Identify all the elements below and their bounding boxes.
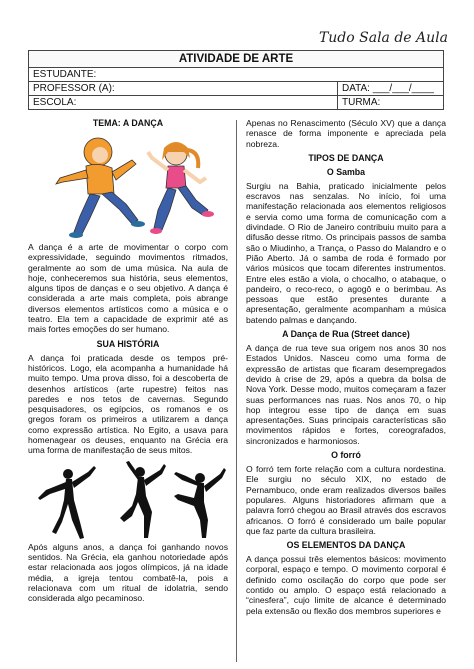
subheading-forro: O forró xyxy=(331,450,361,461)
header-form xyxy=(28,50,444,110)
column-divider xyxy=(236,120,237,662)
paragraph-history-2: Após alguns anos, a dança foi ganhando novos sentidos. Na Grécia, ela ganhou notoriedade após estar relacionada aos jogos olímpicos, já na idade média, a igreja tentou combatê-la, pois a relacionava com um ritual de idolatria, sendo considerada algo pecaminoso. xyxy=(28,541,228,604)
heading-elementos: OS ELEMENTOS DA DANÇA xyxy=(286,540,406,551)
class-field: TURMA: xyxy=(338,96,444,110)
right-column xyxy=(246,118,446,620)
school-field: ESCOLA: xyxy=(29,96,338,110)
brand-watermark: Tudo Sala de Aula xyxy=(318,30,448,46)
paragraph-street-dance: A dança de rua teve sua origem nos anos 30 nos Estados Unidos. Nasceu como uma forma de expressão de artistas que ficaram desempregados devido à crise de 29, após a quebra da bolsa de Nova York. Desse modo, muitos começaram a fazer suas performances nas ruas. Nos anos 70, o hip hop integrou esse tipo de dança em suas apresentações. Suas principais características são movimentos rápidos e fortes, coreografados, sincronizados e harmoniosos. xyxy=(246,343,446,446)
heading-tipos: TIPOS DE DANÇA xyxy=(308,152,384,163)
page-title: ATIVIDADE DE ARTE xyxy=(29,51,444,68)
heading-tema: TEMA: A DANÇA xyxy=(92,118,164,128)
paragraph-renaissance: Apenas no Renascimento (Século XV) que a dança renasce de forma imponente e apreciada pela nobreza. xyxy=(246,118,446,149)
paragraph-forro: O forró tem forte relação com a cultura nordestina. Ele surgiu no século XIX, no estado de Pernambuco, onde eram realizados diversos bailes populares. Alguns historiadores afirmam que a palavra forró chegou ao Brasil através dos escravos africanos. O forró é considerado um baile popular que faz parte da cultura brasileira. xyxy=(246,464,446,536)
subheading-samba: O Samba xyxy=(326,166,366,177)
dancing-kids-illustration xyxy=(28,132,228,242)
ballet-silhouettes-illustration xyxy=(28,460,228,542)
paragraph-elements: A dança possui três elementos básicos: movimento corporal, espaço e tempo. O movimento corporal é definido como oscilação do corpo que pode ser contido ou amplo. O espaço está relacionado a “cinesfera”, cujo limite de alcance é determinado pela extensão ou flexão dos membros superiores e xyxy=(246,554,446,616)
student-field: ESTUDANTE: xyxy=(29,68,444,82)
heading-historia: SUA HISTÓRIA xyxy=(96,338,160,349)
paragraph-samba: Surgiu na Bahia, praticado inicialmente pelos escravos nas senzalas. No início, foi uma manifestação relacionada aos elementos religiosos e servia como uma forma de comunicação com a divindade. O Rio de Janeiro contribuiu muito para a difusão desse ritmo. Os principais passos de samba são o Miudinho, a Trança, o Passo do Malandro e o Pião Aberto. Já o samba de roda é formado por vários músicos que tocam diferentes instrumentos. Entre eles estão a viola, o chocalho, o atabaque, o pandeiro, o reco-reco, o agogô e o berimbau. As pessoas que estão presentes durante a apresentação, geralmente acompanham a música batendo palmas e dançando. xyxy=(246,180,446,325)
subheading-street-dance: A Dança de Rua (Street dance) xyxy=(282,329,410,340)
paragraph-intro: A dança é a arte de movimentar o corpo com expressividade, seguindo movimentos ritmados, geralmente ao som de uma música. Na aula de hoje, conheceremos sua história, seus elementos, alguns tipos de danças e o seu objetivo. A dança é considerada a arte mais completa, pois abrange diversos elementos artísticos como a música e o teatro. Ela tem a capacidade de exprimir até as mais fortes emoções do ser humano. xyxy=(28,242,228,335)
left-column xyxy=(28,118,228,607)
date-field: DATA: ___/___/____ xyxy=(338,82,444,96)
teacher-field: PROFESSOR (A): xyxy=(29,82,338,96)
paragraph-history: A dança foi praticada desde os tempos pré-históricos. Logo, ela acompanha a humanidade há muito tempo. Uma prova disso, foi a descoberta de desenhos artísticos (arte rupestre) feitos nas paredes e nos tetos de cavernas. Segundo pesquisadores, os egípcios, os romanos e os gregos foram os primeiros a utilizarem a dança como expressão artística. No Egito, a usava para homenagear os deuses, enquanto na Grécia era uma forma de manifestação de seus mitos. xyxy=(28,352,228,456)
